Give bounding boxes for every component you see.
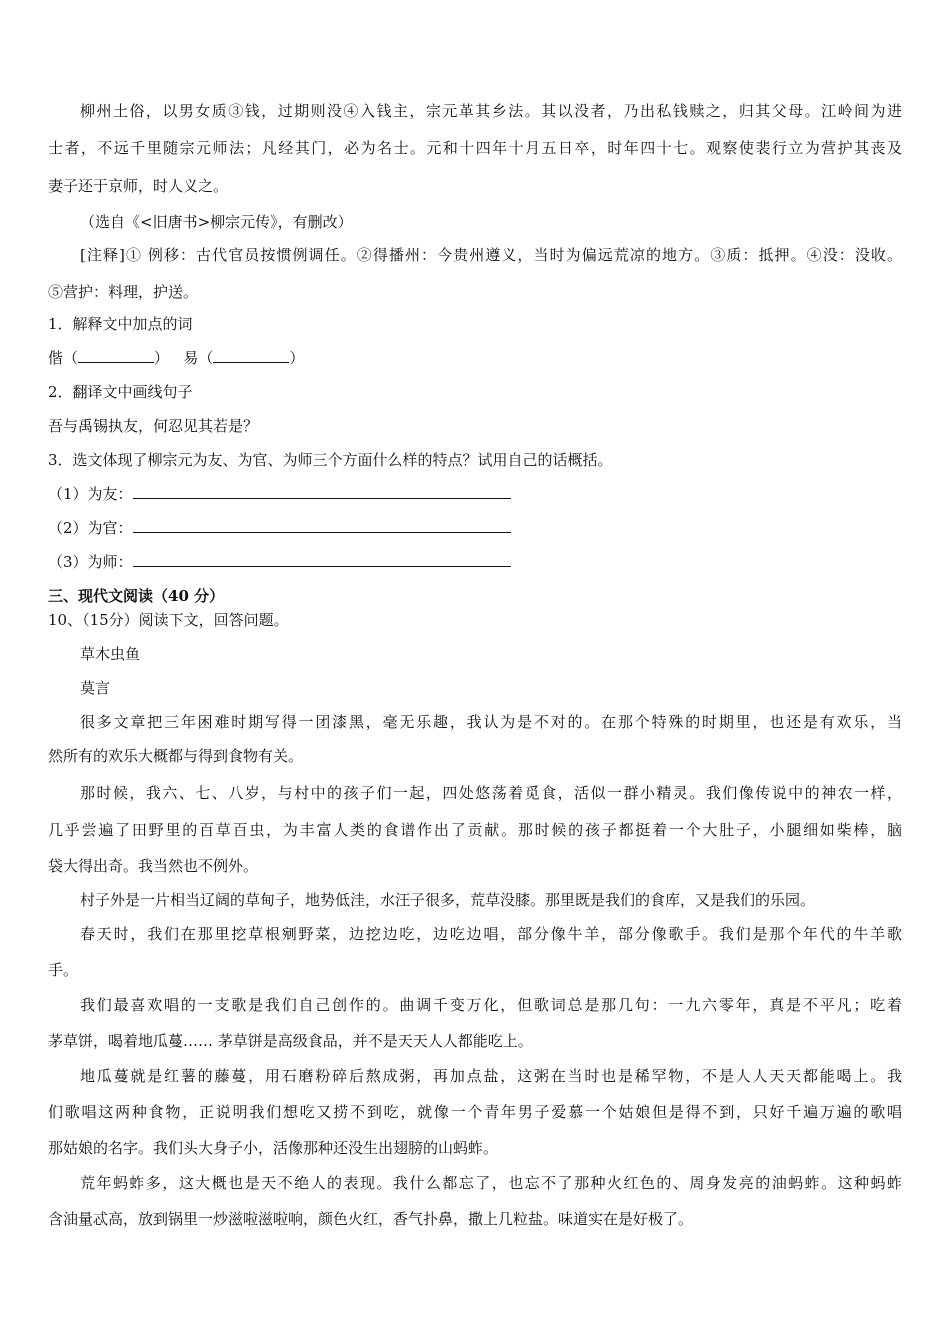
q3-answer-a bbox=[48, 484, 511, 504]
article-p5-line-1: 我们最喜欢唱的一支歌是我们自己创作的。曲调千变万化，但歌词总是那几句：一九六零年，真是不平凡；吃着 bbox=[80, 996, 902, 1014]
article-title: 草木虫鱼 bbox=[80, 645, 141, 663]
classical-passage-line-1: 柳州土俗，以男女质③钱，过期则没④入钱主，宗元革其乡法。其以没者，乃出私钱赎之，归其父母。江岭间为进 bbox=[80, 102, 902, 120]
q1-close-2: ） bbox=[289, 349, 305, 367]
article-p2-line-1: 那时候，我六、七、八岁，与村中的孩子们一起，四处悠荡着觅食，活似一群小精灵。我们像传说中的神农一样， bbox=[80, 784, 902, 802]
article-p6-line-1: 地瓜蔓就是红薯的藤蔓，用石磨粉碎后熬成粥，再加点盐，这粥在当时也是稀罕物，不是人人天天都能喝上。我 bbox=[80, 1067, 902, 1085]
article-p1-line-2: 然所有的欢乐大概都与得到食物有关。 bbox=[48, 747, 304, 765]
question-1-answers bbox=[48, 348, 304, 368]
article-p3: 村子外是一片相当辽阔的草甸子，地势低洼，水汪子很多，荒草没膝。那里既是我们的食库，又是我们的乐园。 bbox=[80, 891, 816, 909]
article-p7-line-1: 荒年蚂蚱多，这大概也是天不绝人的表现。我什么都忘了，也忘不了那种火红色的、周身发亮的油蚂蚱。这种蚂蚱 bbox=[80, 1174, 902, 1192]
passage-source: （选自《<旧唐书>柳宗元传》，有删改） bbox=[80, 213, 353, 231]
question-2-sentence: 吾与禹锡执友，何忍见其若是？ bbox=[48, 417, 259, 435]
q3-answer-c bbox=[48, 552, 511, 572]
article-p7-line-2: 含油量忒高，放到锅里一炒滋啦滋啦响，颜色火红，香气扑鼻，撒上几粒盐。味道实在是好极了。 bbox=[48, 1210, 694, 1228]
notes-line-2: ⑤营护：料理，护送。 bbox=[48, 283, 199, 301]
q3-blank-a[interactable] bbox=[133, 484, 511, 499]
q3-blank-b[interactable] bbox=[133, 518, 511, 533]
q1-close-1: ） bbox=[154, 349, 170, 367]
article-p1-line-1: 很多文章把三年困难时期写得一团漆黑，毫无乐趣，我认为是不对的。在那个特殊的时期里，也还是有欢乐，当 bbox=[80, 713, 902, 731]
q3-answer-b bbox=[48, 518, 511, 538]
q1-word-2: 易（ bbox=[183, 349, 214, 367]
article-p4-line-2: 手。 bbox=[48, 961, 79, 979]
article-p6-line-3: 那姑娘的名字。我们头大身子小，活像那种还没生出翅膀的山蚂蚱。 bbox=[48, 1139, 499, 1157]
article-p6-line-2: 们歌唱这两种食物，正说明我们想吃又捞不到吃，就像一个青年男子爱慕一个姑娘但是得不到，只好千遍万遍的歌唱 bbox=[48, 1103, 902, 1121]
section-3-heading: 三、现代文阅读（40 分） bbox=[48, 587, 225, 605]
q3-blank-c[interactable] bbox=[133, 552, 511, 567]
article-author: 莫言 bbox=[80, 679, 111, 697]
question-3: 3．选文体现了柳宗元为友、为官、为师三个方面什么样的特点？试用自己的话概括。 bbox=[48, 451, 613, 469]
article-p4-line-1: 春天时，我们在那里挖草根剜野菜，边挖边吃，边吃边唱，部分像牛羊，部分像歌手。我们是那个年代的牛羊歌 bbox=[80, 925, 902, 943]
q1-blank-2[interactable] bbox=[213, 348, 289, 363]
notes-line-1: [注释]① 例移：古代官员按惯例调任。②得播州：今贵州遵义，当时为偏远荒凉的地方。③质：抵押。④没：没收。 bbox=[80, 246, 902, 264]
q3-label-c: （3）为师： bbox=[48, 553, 133, 571]
q3-label-a: （1）为友： bbox=[48, 485, 133, 503]
q1-blank-1[interactable] bbox=[78, 348, 154, 363]
article-p5-line-2: 茅草饼，喝着地瓜蔓…… 茅草饼是高级食品，并不是天天人人都能吃上。 bbox=[48, 1032, 533, 1050]
q1-word-1: 偕（ bbox=[48, 349, 79, 367]
article-p2-line-2: 几乎尝遍了田野里的百草百虫，为丰富人类的食谱作出了贡献。那时候的孩子都挺着一个大肚子，小腿细如柴棒，脑 bbox=[48, 821, 902, 839]
classical-passage-line-2: 士者，不远千里随宗元师法；凡经其门，必为名士。元和十四年十月五日卒，时年四十七。观察使裴行立为营护其丧及 bbox=[48, 139, 902, 157]
article-p2-line-3: 袋大得出奇。我当然也不例外。 bbox=[48, 857, 259, 875]
classical-passage-line-3: 妻子还于京师，时人义之。 bbox=[48, 177, 229, 195]
question-2: 2．翻译文中画线句子 bbox=[48, 383, 193, 401]
question-10: 10、（15分）阅读下文，回答问题。 bbox=[48, 611, 289, 629]
q3-label-b: （2）为官： bbox=[48, 519, 133, 537]
question-1: 1．解释文中加点的词 bbox=[48, 315, 193, 333]
